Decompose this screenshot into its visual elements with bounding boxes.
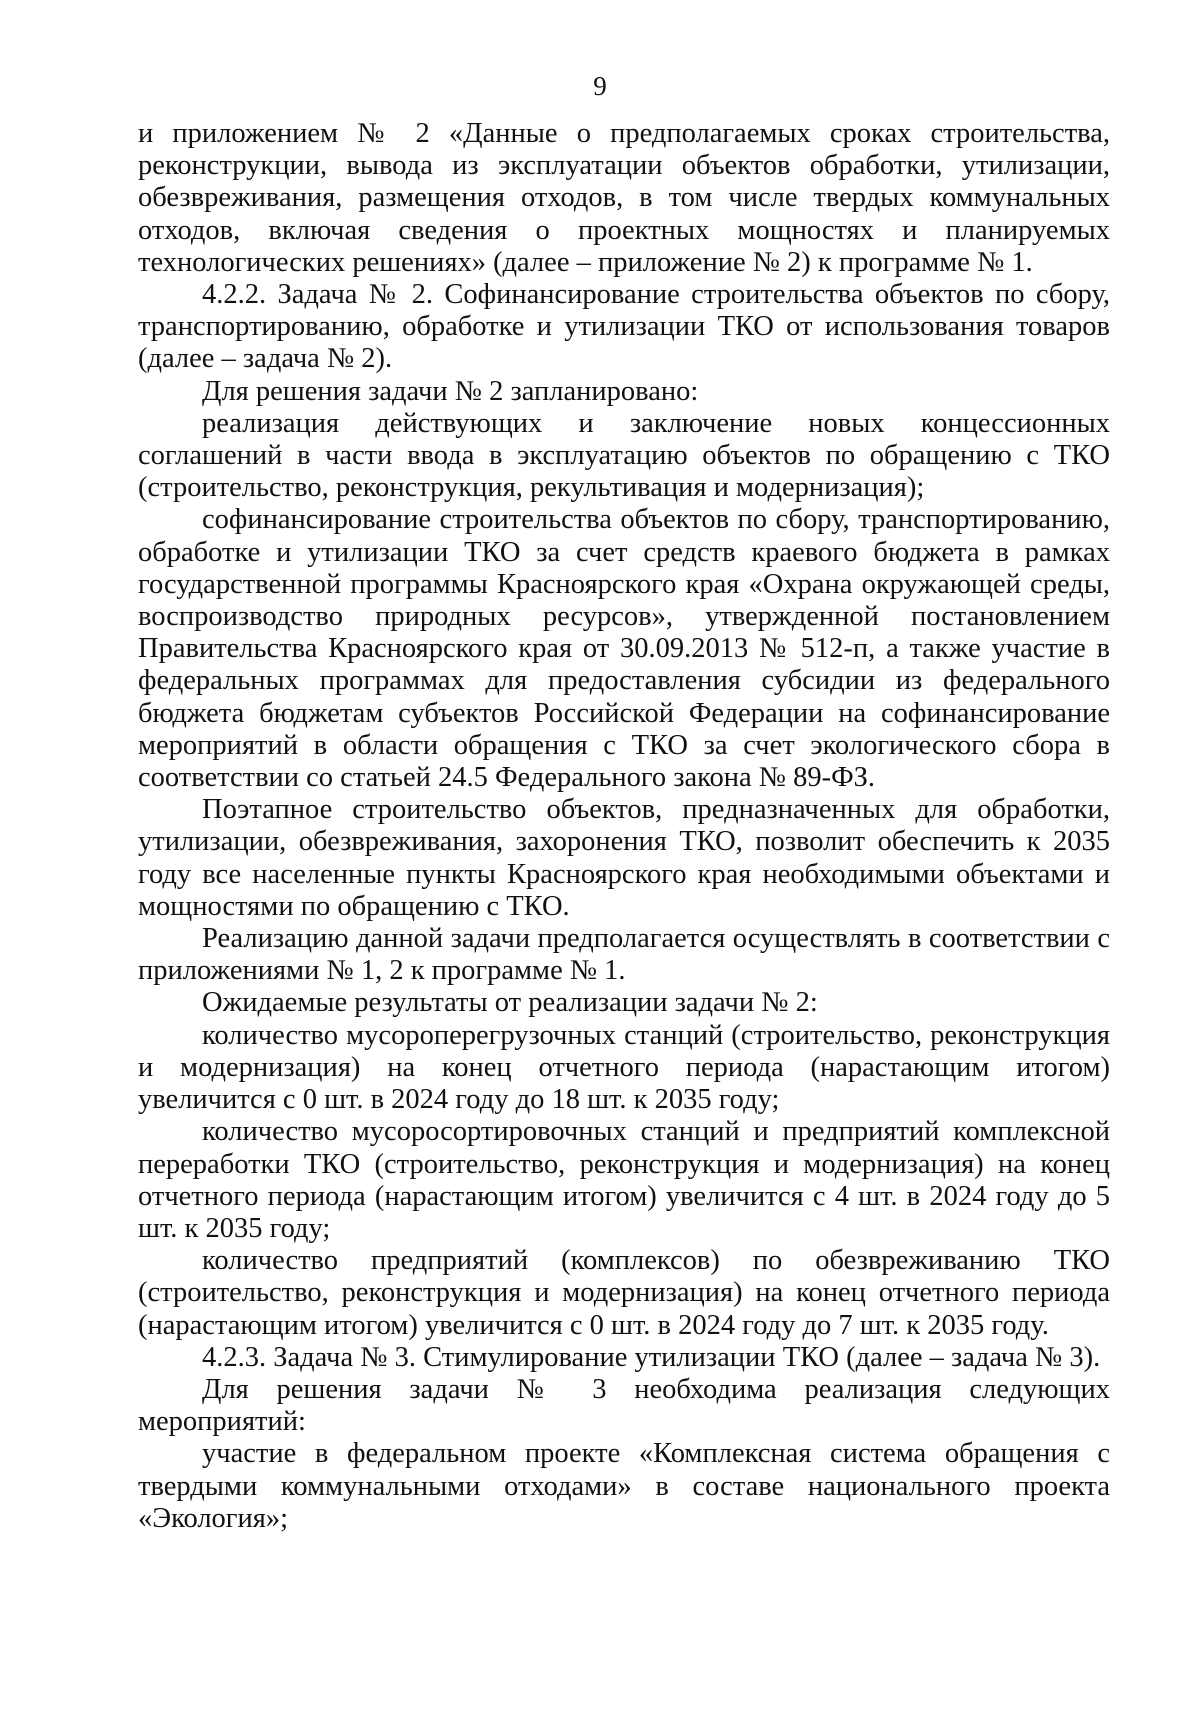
paragraph-task-2-planned: Для решения задачи № 2 запланировано: [202,375,699,407]
paragraph-expected-results: Ожидаемые результаты от реализации задачи № 2: [202,987,818,1019]
document-body [138,118,1110,1535]
paragraph-federal-project: участие в федеральном проекте «Комплексная система обращения с твердыми коммунальными отходами» в составе национального проекта «Экология»; [138,1438,1110,1534]
paragraph-neutralization-enterprises: количество предприятий (комплексов) по обезвреживанию ТКО (строительство, реконструкция и модернизация) на конец отчетного периода (нарастающим итогом) увеличится с 0 шт. в 2024 году до 7 шт. к 2035 году. [138,1245,1110,1341]
paragraph-transfer-stations: количество мусороперегрузочных станций (строительство, реконструкция и модернизация) на конец отчетного периода (нарастающим итогом) увеличится с 0 шт. в 2024 году до 18 шт. к 2035 году; [138,1019,1110,1116]
page-number: 9 [593,71,607,101]
paragraph-task-3-heading: 4.2.3. Задача № 3. Стимулирование утилизации ТКО (далее – задача № 3). [202,1341,1101,1373]
paragraph-phased-construction: Поэтапное строительство объектов, предназначенных для обработки, утилизации, обезвреживания, захоронения ТКО, позволит обеспечить к 2035 году все населенные пункты Красноярского края необходимыми объектами и мощностями по обращению с ТКО. [138,794,1110,922]
paragraph-task-2-heading: 4.2.2. Задача № 2. Софинансирование строительства объектов по сбору, транспортированию, обработке и утилизации ТКО от использования товаров (далее – задача № 2). [138,279,1110,375]
paragraph-sorting-stations: количество мусоросортировочных станций и предприятий комплексной переработки ТКО (строительство, реконструкция и модернизация) на конец отчетного периода (нарастающим итогом) увеличится с 4 шт. в 2024 году до 5 шт. к 2035 году; [138,1116,1110,1244]
paragraph-concession-agreements: реализация действующих и заключение новых концессионных соглашений в части ввода в эксплуатацию объектов по обращению с ТКО (строительство, реконструкция, рекультивация и модернизация); [138,407,1110,504]
paragraph-continuation: и приложением № 2 «Данные о предполагаемых сроках строительства, реконструкции, вывода из эксплуатации объектов обработки, утилизации, обезвреживания, размещения отходов, в том числе твердых коммунальных отходов, включая сведения о проектных мощностях и планируемых технологических решениях» (далее – приложение № 2) к программе № 1. [138,118,1110,278]
paragraph-implementation: Реализацию данной задачи предполагается осуществлять в соответствии с приложениями № 1, 2 к программе № 1. [138,923,1110,987]
paragraph-task-3-measures: Для решения задачи № 3 необходима реализация следующих мероприятий: [138,1373,1110,1438]
paragraph-cofinancing: софинансирование строительства объектов по сбору, транспортированию, обработке и утилизации ТКО за счет средств краевого бюджета в рамках государственной программы Красноярского края «Охрана окружающей среды, воспроизводство природных ресурсов», утвержденной постановлением Правительства Красноярского края от 30.09.2013 № 512-п, а также участие в федеральных программах для предоставления субсидии из федерального бюджета бюджетам субъектов Российской Федерации на софинансирование мероприятий в области обращения с ТКО за счет экологического сбора в соответствии со статьей 24.5 Федерального закона № 89-ФЗ. [138,504,1110,794]
